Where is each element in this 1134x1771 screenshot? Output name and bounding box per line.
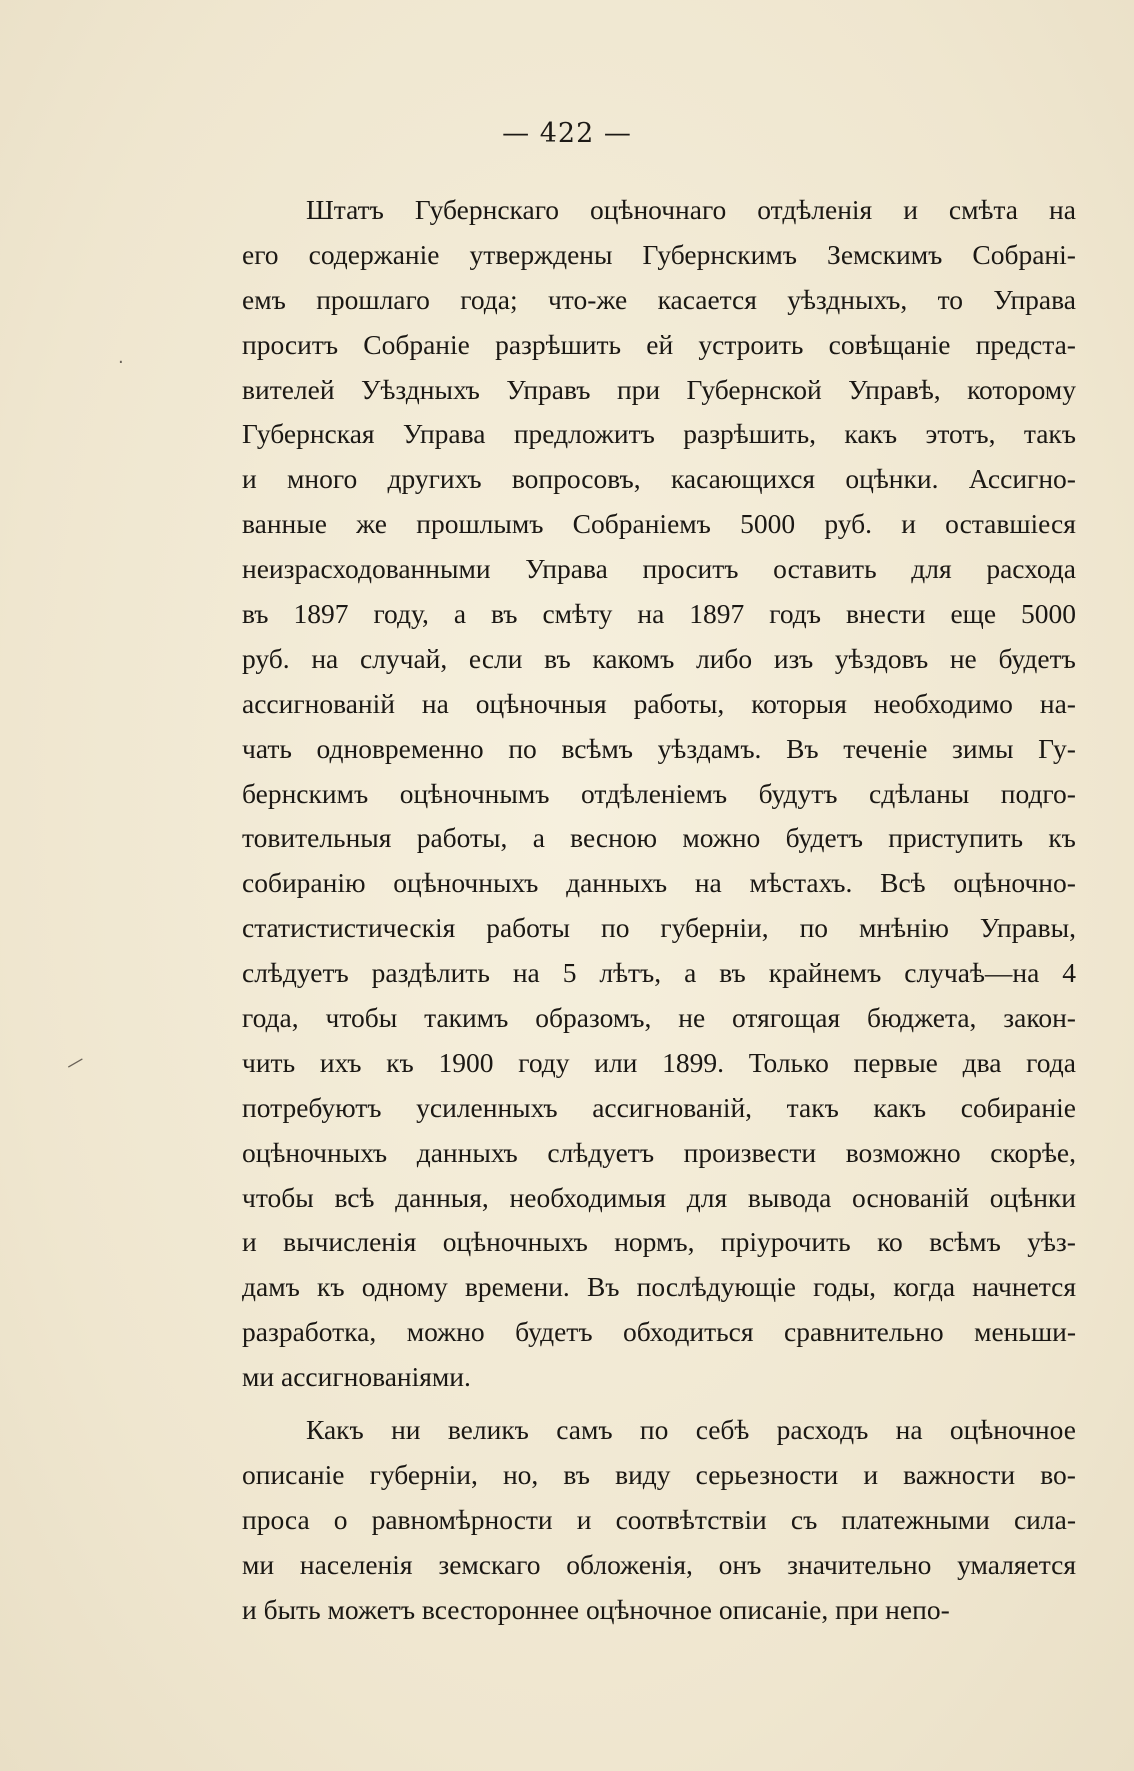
word: же (356, 508, 388, 540)
word: проситъ (242, 328, 339, 360)
word: будетъ (515, 1316, 593, 1348)
word: оцѣнки. (845, 463, 939, 495)
margin-dot-mark: · (118, 352, 124, 373)
text-line (242, 188, 1076, 233)
word: году (518, 1046, 570, 1078)
word: 4 (1062, 957, 1076, 989)
word: лѣтъ, (599, 957, 662, 989)
word: серьезности (695, 1458, 839, 1490)
word: 5000 (1020, 598, 1076, 630)
word: и (901, 508, 916, 540)
word: оцѣночныхъ (242, 1136, 388, 1168)
word: онъ (718, 1548, 762, 1580)
word: ей (646, 328, 674, 360)
word: можно (406, 1316, 485, 1348)
word: ванные (242, 508, 327, 540)
word: емъ (242, 283, 286, 315)
word: ихъ (319, 1046, 362, 1078)
word: смѣту (542, 598, 613, 630)
word: мѣстахъ. (749, 867, 853, 899)
paragraphs (242, 188, 1076, 1633)
word: сила- (1013, 1503, 1076, 1535)
text-line (242, 637, 1076, 682)
word: еще (950, 598, 997, 630)
word: къ (1048, 822, 1076, 854)
word: слѣдуетъ (242, 957, 349, 989)
word: закон- (1003, 1002, 1076, 1034)
word: одному (361, 1271, 448, 1303)
word: статистистическія (242, 912, 456, 944)
word: слѣдуетъ (547, 1136, 655, 1168)
word: необходимыя (509, 1181, 667, 1213)
word: теченіе (843, 732, 928, 764)
text-line (242, 951, 1076, 996)
margin-tick-mark: — (61, 1048, 89, 1077)
word: всѣмъ (929, 1226, 1001, 1258)
word: расходъ (776, 1414, 869, 1446)
word: будетъ (785, 822, 863, 854)
word: губерніи, (660, 912, 769, 944)
word: 1900 (438, 1046, 494, 1078)
word: сравнительно (784, 1316, 944, 1348)
word: значительно (787, 1548, 932, 1580)
word: великъ (447, 1414, 529, 1446)
word: товительныя (242, 822, 392, 854)
word: и (242, 1226, 257, 1258)
text-line (242, 1408, 1076, 1453)
text-line (242, 1041, 1076, 1086)
word: ассигнованій, (592, 1091, 753, 1123)
text-line (242, 412, 1076, 457)
word: будутъ (758, 777, 838, 809)
word: 1897 (689, 598, 745, 630)
word: собираніе (960, 1091, 1076, 1123)
word: разрѣшить, (683, 418, 817, 450)
word: виду (615, 1458, 671, 1490)
word: по (639, 1414, 669, 1446)
body-text (242, 188, 1076, 1633)
word: Управъ (506, 373, 591, 405)
word: необходимо (873, 687, 1013, 719)
word: произвести (683, 1136, 817, 1168)
word: во- (1040, 1458, 1076, 1490)
word: къ (316, 1271, 345, 1303)
word: вычисленія (283, 1226, 417, 1258)
word: подго- (1000, 777, 1076, 809)
word: или (594, 1046, 638, 1078)
word: отдѣленіемъ (581, 777, 728, 809)
word: на (637, 598, 665, 630)
word: отягощая (732, 1002, 841, 1034)
word: руб. (242, 642, 290, 674)
word: скорѣе, (990, 1136, 1076, 1168)
word: что-же (547, 283, 628, 315)
word: мнѣнію (859, 912, 949, 944)
word: года, (242, 1002, 299, 1034)
page-number: — 422 — (502, 118, 632, 149)
word: уѣздамъ. (657, 732, 762, 764)
text-line (242, 1086, 1076, 1131)
word: Какъ (306, 1414, 364, 1446)
word: когда (893, 1271, 956, 1303)
word: два (962, 1046, 1002, 1078)
word: чить (242, 1046, 296, 1078)
word: приступить (888, 822, 1024, 854)
word: вопросовъ, (511, 463, 641, 495)
word: начнется (972, 1271, 1076, 1303)
word: такимъ (424, 1002, 509, 1034)
word: Въ (586, 1271, 620, 1303)
word: содержаніе (308, 238, 440, 270)
word: Всѣ (880, 867, 926, 899)
text-line (242, 502, 1076, 547)
word: на (1048, 194, 1076, 225)
word: по (508, 732, 537, 764)
word: о (333, 1503, 348, 1535)
text-line (242, 1220, 1076, 1265)
text-line (242, 816, 1076, 861)
text-line (242, 368, 1076, 413)
word: соотвѣтствіи (615, 1503, 767, 1535)
word: такъ (786, 1091, 839, 1123)
word: случай, (359, 642, 448, 674)
word: оцѣнки (989, 1181, 1076, 1213)
word: оцѣночныя (475, 687, 607, 719)
paragraph (242, 188, 1076, 1400)
word: платежными (841, 1503, 990, 1535)
word: другихъ (387, 463, 482, 495)
word: основаній (852, 1181, 970, 1213)
word: для (686, 1181, 728, 1213)
word: которыя (751, 687, 847, 719)
word: съ (790, 1503, 818, 1535)
word: земскаго (438, 1548, 541, 1580)
word: умаляется (957, 1548, 1076, 1580)
paragraph-gap (242, 1400, 1076, 1408)
word: на (694, 867, 722, 899)
text-line (242, 592, 1076, 637)
text-line (242, 1453, 1076, 1498)
paragraph (242, 1408, 1076, 1632)
word: годы, (813, 1271, 877, 1303)
word: ни (391, 1414, 421, 1446)
text-line (242, 323, 1076, 368)
word: на (895, 1414, 923, 1446)
word: работы (486, 912, 571, 944)
word: чтобы (242, 1181, 314, 1213)
word: ассигнованій (242, 687, 395, 719)
word: Губернскаго (414, 194, 560, 225)
word: на (311, 642, 339, 674)
word: то (937, 283, 964, 315)
word: Губернская (242, 418, 375, 450)
word: 5 (562, 957, 577, 989)
text-line (242, 278, 1076, 323)
word: зимы (952, 732, 1014, 764)
word: образомъ, (535, 1002, 652, 1034)
word: потребуютъ (242, 1091, 382, 1123)
word: его (242, 238, 279, 270)
text-line (242, 1176, 1076, 1221)
word: и (903, 194, 918, 225)
word: Управа (402, 418, 486, 450)
word: расхода (986, 553, 1076, 585)
word: послѣдующіе (636, 1271, 796, 1303)
word: оцѣночныхъ (393, 867, 539, 899)
word: чать (242, 732, 292, 764)
text-line (242, 1265, 1076, 1310)
word: къ (386, 1046, 414, 1078)
word: годъ (769, 598, 821, 630)
word: 5000 (740, 508, 796, 540)
word: важности (903, 1458, 1016, 1490)
word: Земскимъ (827, 238, 943, 270)
word: Уѣздныхъ (360, 373, 480, 405)
word: оцѣночнаго (590, 194, 727, 225)
word: при (616, 373, 661, 405)
word: уѣздныхъ, (787, 283, 908, 315)
word: для (911, 553, 952, 585)
word: всѣ (334, 1181, 375, 1213)
word: руб. (824, 508, 872, 540)
word: проса (242, 1503, 310, 1535)
word: всѣмъ (561, 732, 634, 764)
word: Въ (786, 732, 819, 764)
word: Губернской (686, 373, 822, 405)
word: въ (544, 642, 571, 674)
word: Ассигно- (968, 463, 1076, 495)
word: либо (695, 642, 753, 674)
word: возможно (845, 1136, 961, 1168)
word: въ (719, 957, 746, 989)
word: прошлымъ (416, 508, 544, 540)
word: населенія (299, 1548, 413, 1580)
word: данныхъ (566, 867, 668, 899)
word: равномѣрности (371, 1503, 553, 1535)
word: въ (490, 598, 518, 630)
word: какъ (844, 418, 898, 450)
text-line (242, 1543, 1076, 1588)
word: оставить (773, 553, 877, 585)
word: весною (570, 822, 658, 854)
word: уѣз- (1027, 1226, 1076, 1258)
word: прошлаго (316, 283, 430, 315)
word: если (468, 642, 523, 674)
word: по (799, 912, 829, 944)
word: какъ (873, 1091, 927, 1123)
word: внести (845, 598, 926, 630)
word: Гу- (1038, 732, 1076, 764)
word: данныхъ (416, 1136, 518, 1168)
word: Управы, (979, 912, 1076, 944)
word: обходиться (623, 1316, 754, 1348)
word: году, (373, 598, 429, 630)
word: первые (853, 1046, 938, 1078)
word: и (576, 1503, 592, 1535)
word: какомъ (592, 642, 675, 674)
word: вывода (747, 1181, 832, 1213)
word: 1897 (293, 598, 349, 630)
word: предста- (975, 328, 1076, 360)
word: проситъ (642, 553, 739, 585)
word: губерніи, (369, 1458, 478, 1490)
word: Управа (525, 553, 608, 585)
word: сдѣланы (869, 777, 970, 809)
word: Только (748, 1046, 829, 1078)
word: будетъ (998, 642, 1076, 674)
word: себѣ (695, 1414, 750, 1446)
word: крайнемъ (768, 957, 882, 989)
word: на (512, 957, 540, 989)
word: не (949, 642, 977, 674)
word: бернскимъ (242, 777, 369, 809)
word: нормъ, (614, 1226, 695, 1258)
text-line (242, 772, 1076, 817)
text-line (242, 861, 1076, 906)
word: работы, (416, 822, 508, 854)
word: ко (877, 1226, 903, 1258)
word: а (532, 822, 545, 854)
word: ми (242, 1548, 275, 1580)
word: собиранію (242, 867, 366, 899)
word: Управѣ, (848, 373, 941, 405)
word: работы, (633, 687, 725, 719)
word: усиленныхъ (416, 1091, 558, 1123)
word: касающихся (670, 463, 816, 495)
text-line (242, 547, 1076, 592)
word: смѣта (948, 194, 1018, 225)
word: оцѣночно- (953, 867, 1076, 899)
word: Управа (993, 283, 1076, 315)
word: пріурочить (720, 1226, 851, 1258)
word: совѣщаніе (828, 328, 951, 360)
word: оцѣночное (949, 1414, 1076, 1446)
word: въ (563, 1458, 590, 1490)
word: а (453, 598, 467, 630)
text-line: ми ассигнованіями. (242, 1361, 471, 1393)
word: на- (1039, 687, 1076, 719)
word: а (684, 957, 697, 989)
word: Собраніемъ (572, 508, 711, 540)
word: одновременно (316, 732, 484, 764)
text-line (242, 906, 1076, 951)
word: изъ (773, 642, 814, 674)
word: времени. (464, 1271, 570, 1303)
word: меньши- (974, 1316, 1076, 1348)
word: разработка, (242, 1316, 377, 1348)
text-line: и быть можетъ всестороннее оцѣночное описаніе, при непо- (242, 1593, 950, 1625)
word: отдѣленія (757, 194, 873, 225)
word: уѣздовъ (834, 642, 929, 674)
word: обложенія, (566, 1548, 693, 1580)
word: устроить (698, 328, 804, 360)
word: не (678, 1002, 706, 1034)
word: по (601, 912, 630, 944)
text-line (242, 457, 1076, 502)
word: утверждены (469, 238, 613, 270)
word: оцѣночнымъ (399, 777, 550, 809)
word: бюджета, (867, 1002, 977, 1034)
word: года; (460, 283, 518, 315)
word: Собраніе (363, 328, 470, 360)
word: дамъ (242, 1271, 300, 1303)
word: раздѣлить (371, 957, 490, 989)
word: этотъ, (925, 418, 996, 450)
text-line (242, 1498, 1076, 1543)
word: Штатъ (306, 194, 384, 225)
text-line (242, 682, 1076, 727)
word: чтобы (325, 1002, 398, 1034)
text-line (242, 727, 1076, 772)
word: Губернскимъ (642, 238, 797, 270)
word: описаніе (242, 1458, 345, 1490)
word: въ (242, 598, 269, 630)
word: неизрасходованными (242, 553, 491, 585)
word: Собрані- (972, 238, 1076, 270)
word: вителей (242, 373, 335, 405)
word: и (863, 1458, 879, 1490)
word: но, (502, 1458, 539, 1490)
text-line (242, 1131, 1076, 1176)
word: разрѣшить (495, 328, 622, 360)
word: 1899. (662, 1046, 724, 1078)
word: предложитъ (513, 418, 655, 450)
word: такъ (1023, 418, 1076, 450)
word: оставшіеся (945, 508, 1076, 540)
text-line (242, 233, 1076, 278)
word: много (287, 463, 358, 495)
word: касается (657, 283, 757, 315)
word: можно (682, 822, 761, 854)
word: случаѣ—на (904, 957, 1040, 989)
word: данныя, (395, 1181, 489, 1213)
text-line (242, 1310, 1076, 1355)
word: самъ (556, 1414, 613, 1446)
word: и (242, 463, 257, 495)
word: на (421, 687, 449, 719)
text-line (242, 996, 1076, 1041)
word: оцѣночныхъ (442, 1226, 588, 1258)
word: года (1026, 1046, 1076, 1078)
word: которому (967, 373, 1076, 405)
